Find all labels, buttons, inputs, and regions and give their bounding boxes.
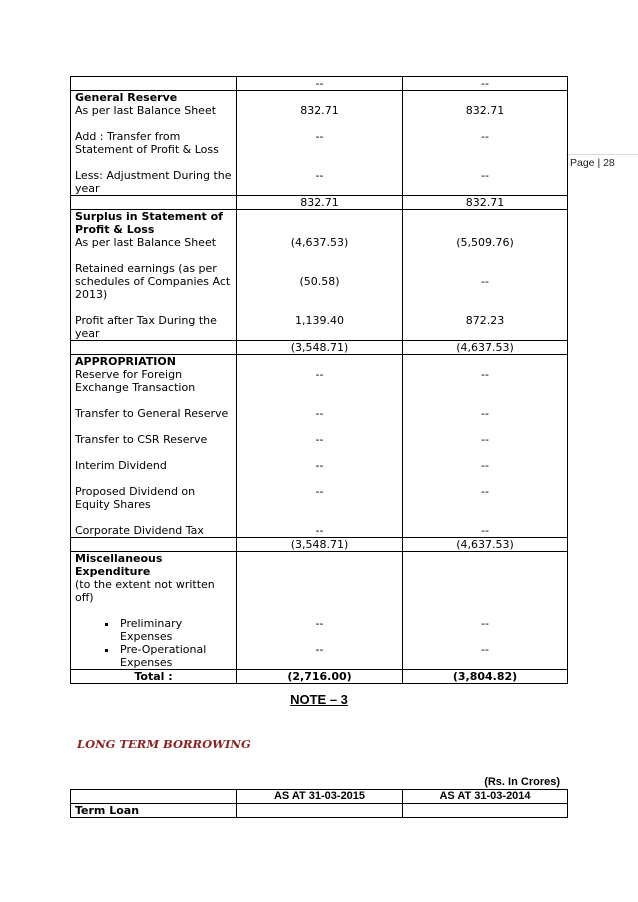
table-cell [237,91,403,196]
line-label: Transfer to General Reserve [75,407,229,420]
section-title: Surplus in Statement of Profit & Loss [75,210,223,236]
line-label: Corporate Dividend Tax [75,524,204,537]
section-subtitle: (to the extent not written off) [75,578,215,604]
value: -- [481,130,489,143]
line-label: Less: Adjustment During the year [75,169,232,195]
page-number: Page | 28 [570,157,615,169]
section-title: Miscellaneous Expenditure [75,552,163,578]
value: (4,637.53) [290,236,349,249]
subtotal-row [71,196,568,210]
table-cell: -- [403,77,568,91]
section-title: General Reserve [75,91,178,104]
table-cell [71,91,237,196]
line-label: Transfer to CSR Reserve [75,433,208,446]
subtotal-value: (3,548.71) [237,341,403,355]
table-cell [403,804,568,818]
value: -- [315,433,324,446]
column-header [71,790,237,804]
list-item: ▪ Pre-Operational Expenses [118,643,232,669]
table-row [71,804,568,818]
long-term-borrowing-table [70,789,568,818]
general-reserve-row [71,91,568,196]
line-label: Add : Transfer from Statement of Profit & Loss [75,130,219,156]
table-cell [71,210,237,341]
value: -- [315,485,324,498]
surplus-row [71,210,568,341]
line-label: As per last Balance Sheet [75,236,217,249]
value: -- [481,485,489,498]
misc-items-list [75,617,232,669]
row-label: Term Loan [71,804,237,818]
value: -- [315,130,324,143]
value: -- [481,643,489,656]
table-cell [403,210,568,341]
total-row [71,670,568,684]
value: -- [315,459,324,472]
table-cell [237,210,403,341]
total-label: Total : [71,670,237,684]
appropriation-row [71,355,568,538]
line-label: Profit after Tax During the year [75,314,217,340]
units-label: (Rs. In Crores) [484,776,560,788]
note-heading: NOTE – 3 [290,692,348,707]
subtotal-row [71,538,568,552]
total-value: (2,716.00) [237,670,403,684]
table-cell [403,552,568,670]
value: 832.71 [465,104,505,117]
page-number-rule [566,154,638,155]
value: 1,139.40 [295,314,344,327]
table-cell [71,196,237,210]
table-row [71,77,568,91]
value: (5,509.76) [456,236,514,249]
total-value: (3,804.82) [403,670,568,684]
value: 872.23 [465,314,505,327]
line-label: Reserve for Foreign Exchange Transaction [75,368,196,394]
value: -- [315,368,324,381]
column-header: AS AT 31-03-2014 [403,790,568,804]
value: 832.71 [300,104,339,117]
value: -- [315,617,324,630]
section-title: LONG TERM BORROWING [77,737,251,751]
value: -- [481,407,489,420]
value: -- [481,617,489,630]
subtotal-value: (4,637.53) [403,538,568,552]
value: -- [315,407,324,420]
value: -- [481,368,489,381]
value: -- [481,275,489,288]
value: -- [481,524,489,537]
reserves-surplus-table [70,76,568,684]
line-label: As per last Balance Sheet [75,104,217,117]
table-cell [71,77,237,91]
table-cell [71,341,237,355]
table-cell [71,552,237,670]
table-cell [71,355,237,538]
table-cell [237,804,403,818]
table-cell [403,91,568,196]
subtotal-value: (3,548.71) [237,538,403,552]
value: -- [315,524,324,537]
section-title: APPROPRIATION [75,355,176,368]
table-header-row [71,790,568,804]
value: (50.58) [299,275,340,288]
value: -- [481,169,489,182]
table-cell [237,355,403,538]
line-label: Interim Dividend [75,459,167,472]
value: -- [315,169,324,182]
subtotal-value: 832.71 [403,196,568,210]
line-label: Retained earnings (as per schedules of Companies Act 2013) [75,262,231,301]
value: -- [481,433,489,446]
value: -- [315,643,324,656]
subtotal-value: (4,637.53) [403,341,568,355]
table-cell [403,355,568,538]
subtotal-value: 832.71 [237,196,403,210]
column-header: AS AT 31-03-2015 [237,790,403,804]
subtotal-row [71,341,568,355]
table-cell: -- [237,77,403,91]
misc-expenditure-row [71,552,568,670]
table-cell [237,552,403,670]
list-item: ▪ Preliminary Expenses [118,617,232,643]
line-label: Proposed Dividend on Equity Shares [75,485,196,511]
table-cell [71,538,237,552]
value: -- [481,459,489,472]
